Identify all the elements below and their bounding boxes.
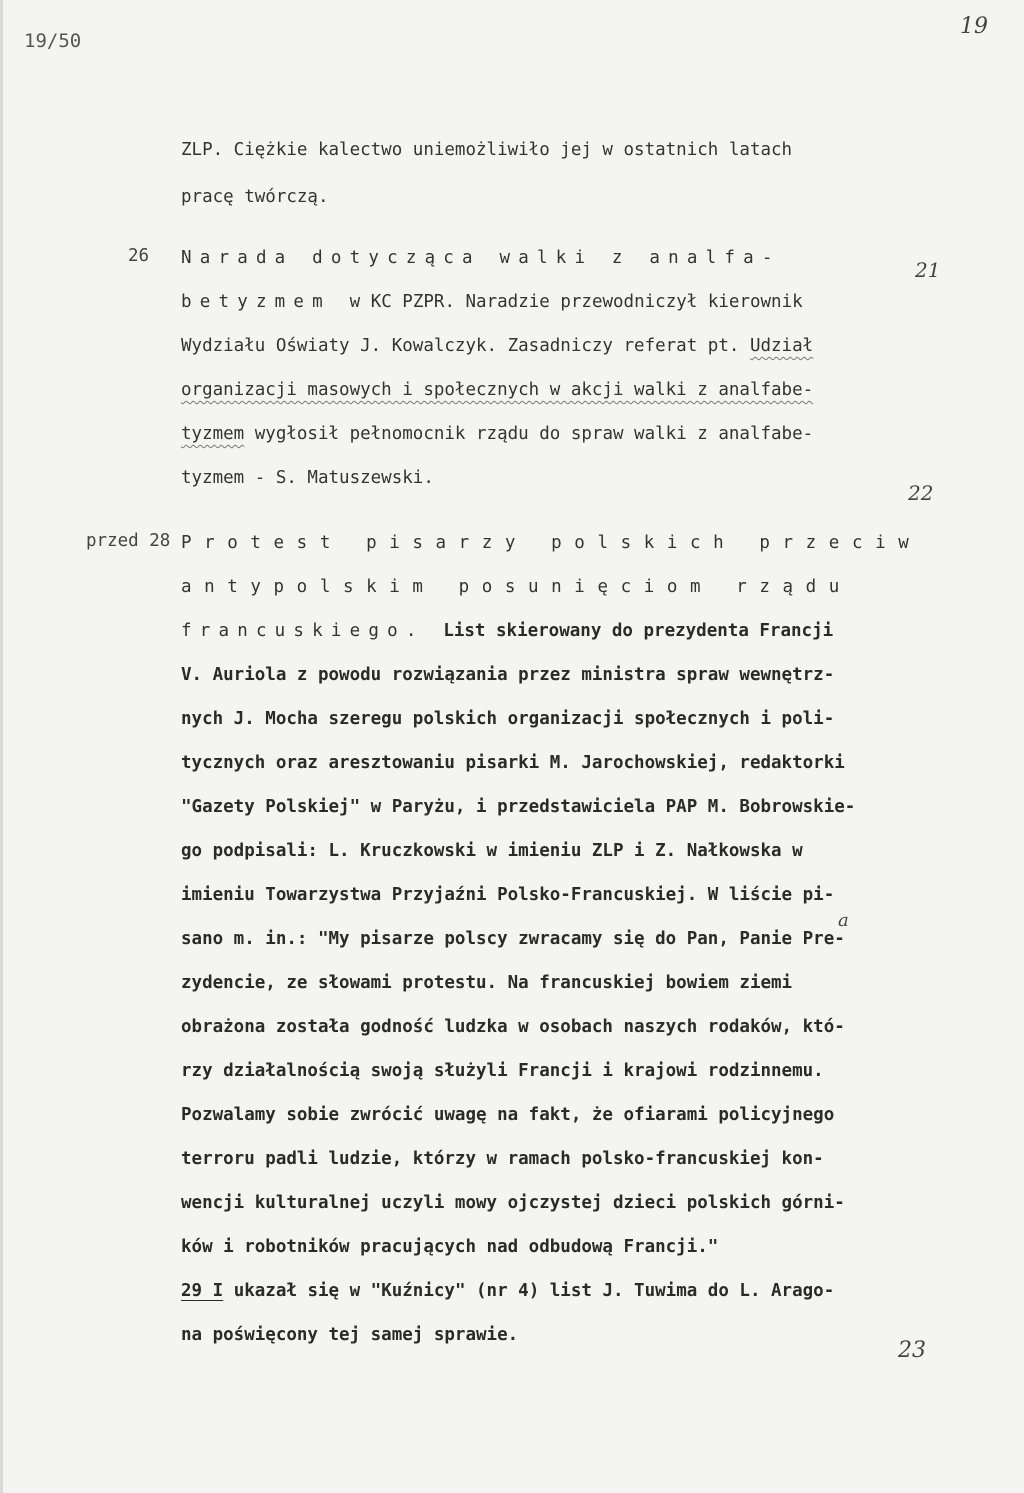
text-line: zydencie, ze słowami protestu. Na francuskiej bowiem ziemi (181, 973, 793, 993)
handwritten-annotation: 22 (908, 481, 934, 505)
text-line: wencji kulturalnej uczyli mowy ojczystej dzieci polskich górni- (181, 1193, 845, 1213)
text-line (181, 422, 813, 446)
text-line (181, 290, 803, 314)
text-line: imieniu Towarzystwa Przyjaźni Polsko-Francuskiej. W liście pi- (181, 885, 835, 905)
handwritten-correction: a (838, 910, 849, 931)
entry-title-line (181, 246, 781, 270)
entry-date: 29 I (181, 1281, 224, 1301)
handwritten-annotation: 23 (898, 1338, 926, 1363)
text-line: tyzmem - S. Matuszewski. (181, 468, 434, 488)
underlined-title: Udział (749, 336, 814, 356)
text-line: ków i robotników pracujących nad odbudową Francji." (181, 1237, 719, 1257)
text-line: obrażona została godność ludzka w osobach naszych rodaków, któ- (181, 1017, 845, 1037)
text-line: Pozwalamy sobie zwrócić uwagę na fakt, że ofiarami policyjnego (181, 1105, 835, 1125)
text-line: terroru padli ludzie, którzy w ramach polsko-francuskiej kon- (181, 1149, 824, 1169)
text-line: "Gazety Polskiej" w Paryżu, i przedstawiciela PAP M. Bobrowskie- (181, 797, 856, 817)
text-part: ukazał się w "Kuźnicy" (nr 4) list J. Tuwima do L. Arago- (223, 1281, 835, 1301)
text-part: Wydziału Oświaty J. Kowalczyk. Zasadniczy referat pt. (181, 336, 750, 356)
text-line: V. Auriola z powodu rozwiązania przez ministra spraw wewnętrz- (181, 665, 835, 685)
handwritten-page-number: 19 (960, 14, 988, 39)
text-line: na poświęcony tej samej sprawie. (181, 1325, 519, 1345)
entry-title-line: antypolskim posunięciom rządu (181, 577, 852, 597)
title-part: betyzmem (181, 292, 350, 312)
page-folio: 19/50 (24, 30, 82, 52)
text-part: List skierowany do prezydenta Francji (443, 621, 834, 641)
text-line: tycznych oraz aresztowaniu pisarki M. Jarochowskiej, redaktorki (181, 753, 845, 773)
title-part: walki z analfa- (499, 248, 781, 268)
text-line: sano m. in.: "My pisarze polscy zwracamy się do Pan, Panie Pre- (181, 929, 845, 949)
text-line: ZLP. Ciężkie kalectwo uniemożliwiło jej w ostatnich latach (181, 140, 793, 160)
text-part: wygłosił pełnomocnik rządu do spraw walki z analfabe- (244, 424, 814, 444)
text-line: rzy działalnością swoją służyli Francji i krajowi rodzinnemu. (181, 1061, 824, 1081)
underlined-title: tyzmem (181, 424, 245, 444)
entry-title-line: Protest pisarzy polskich przeciw (181, 533, 922, 553)
title-part: francuskiego. (181, 621, 444, 641)
entry-date: przed 28 (86, 531, 171, 551)
title-part: Narada dotycząca (181, 248, 500, 268)
text-line (181, 619, 833, 643)
text-line (181, 1279, 834, 1303)
entry-date: 26 (128, 246, 150, 266)
page-edge (0, 0, 3, 1493)
text-part: w KC PZPR. Naradzie przewodniczył kierownik (349, 292, 803, 312)
handwritten-annotation: 21 (915, 258, 941, 282)
text-line (181, 334, 813, 358)
text-line: nych J. Mocha szeregu polskich organizacji społecznych i poli- (181, 709, 835, 729)
text-line: go podpisali: L. Kruczkowski w imieniu ZLP i Z. Nałkowska w (181, 841, 803, 861)
text-line: pracę twórczą. (181, 187, 329, 207)
text-line: organizacji masowych i społecznych w akcji walki z analfabe- (181, 380, 814, 400)
